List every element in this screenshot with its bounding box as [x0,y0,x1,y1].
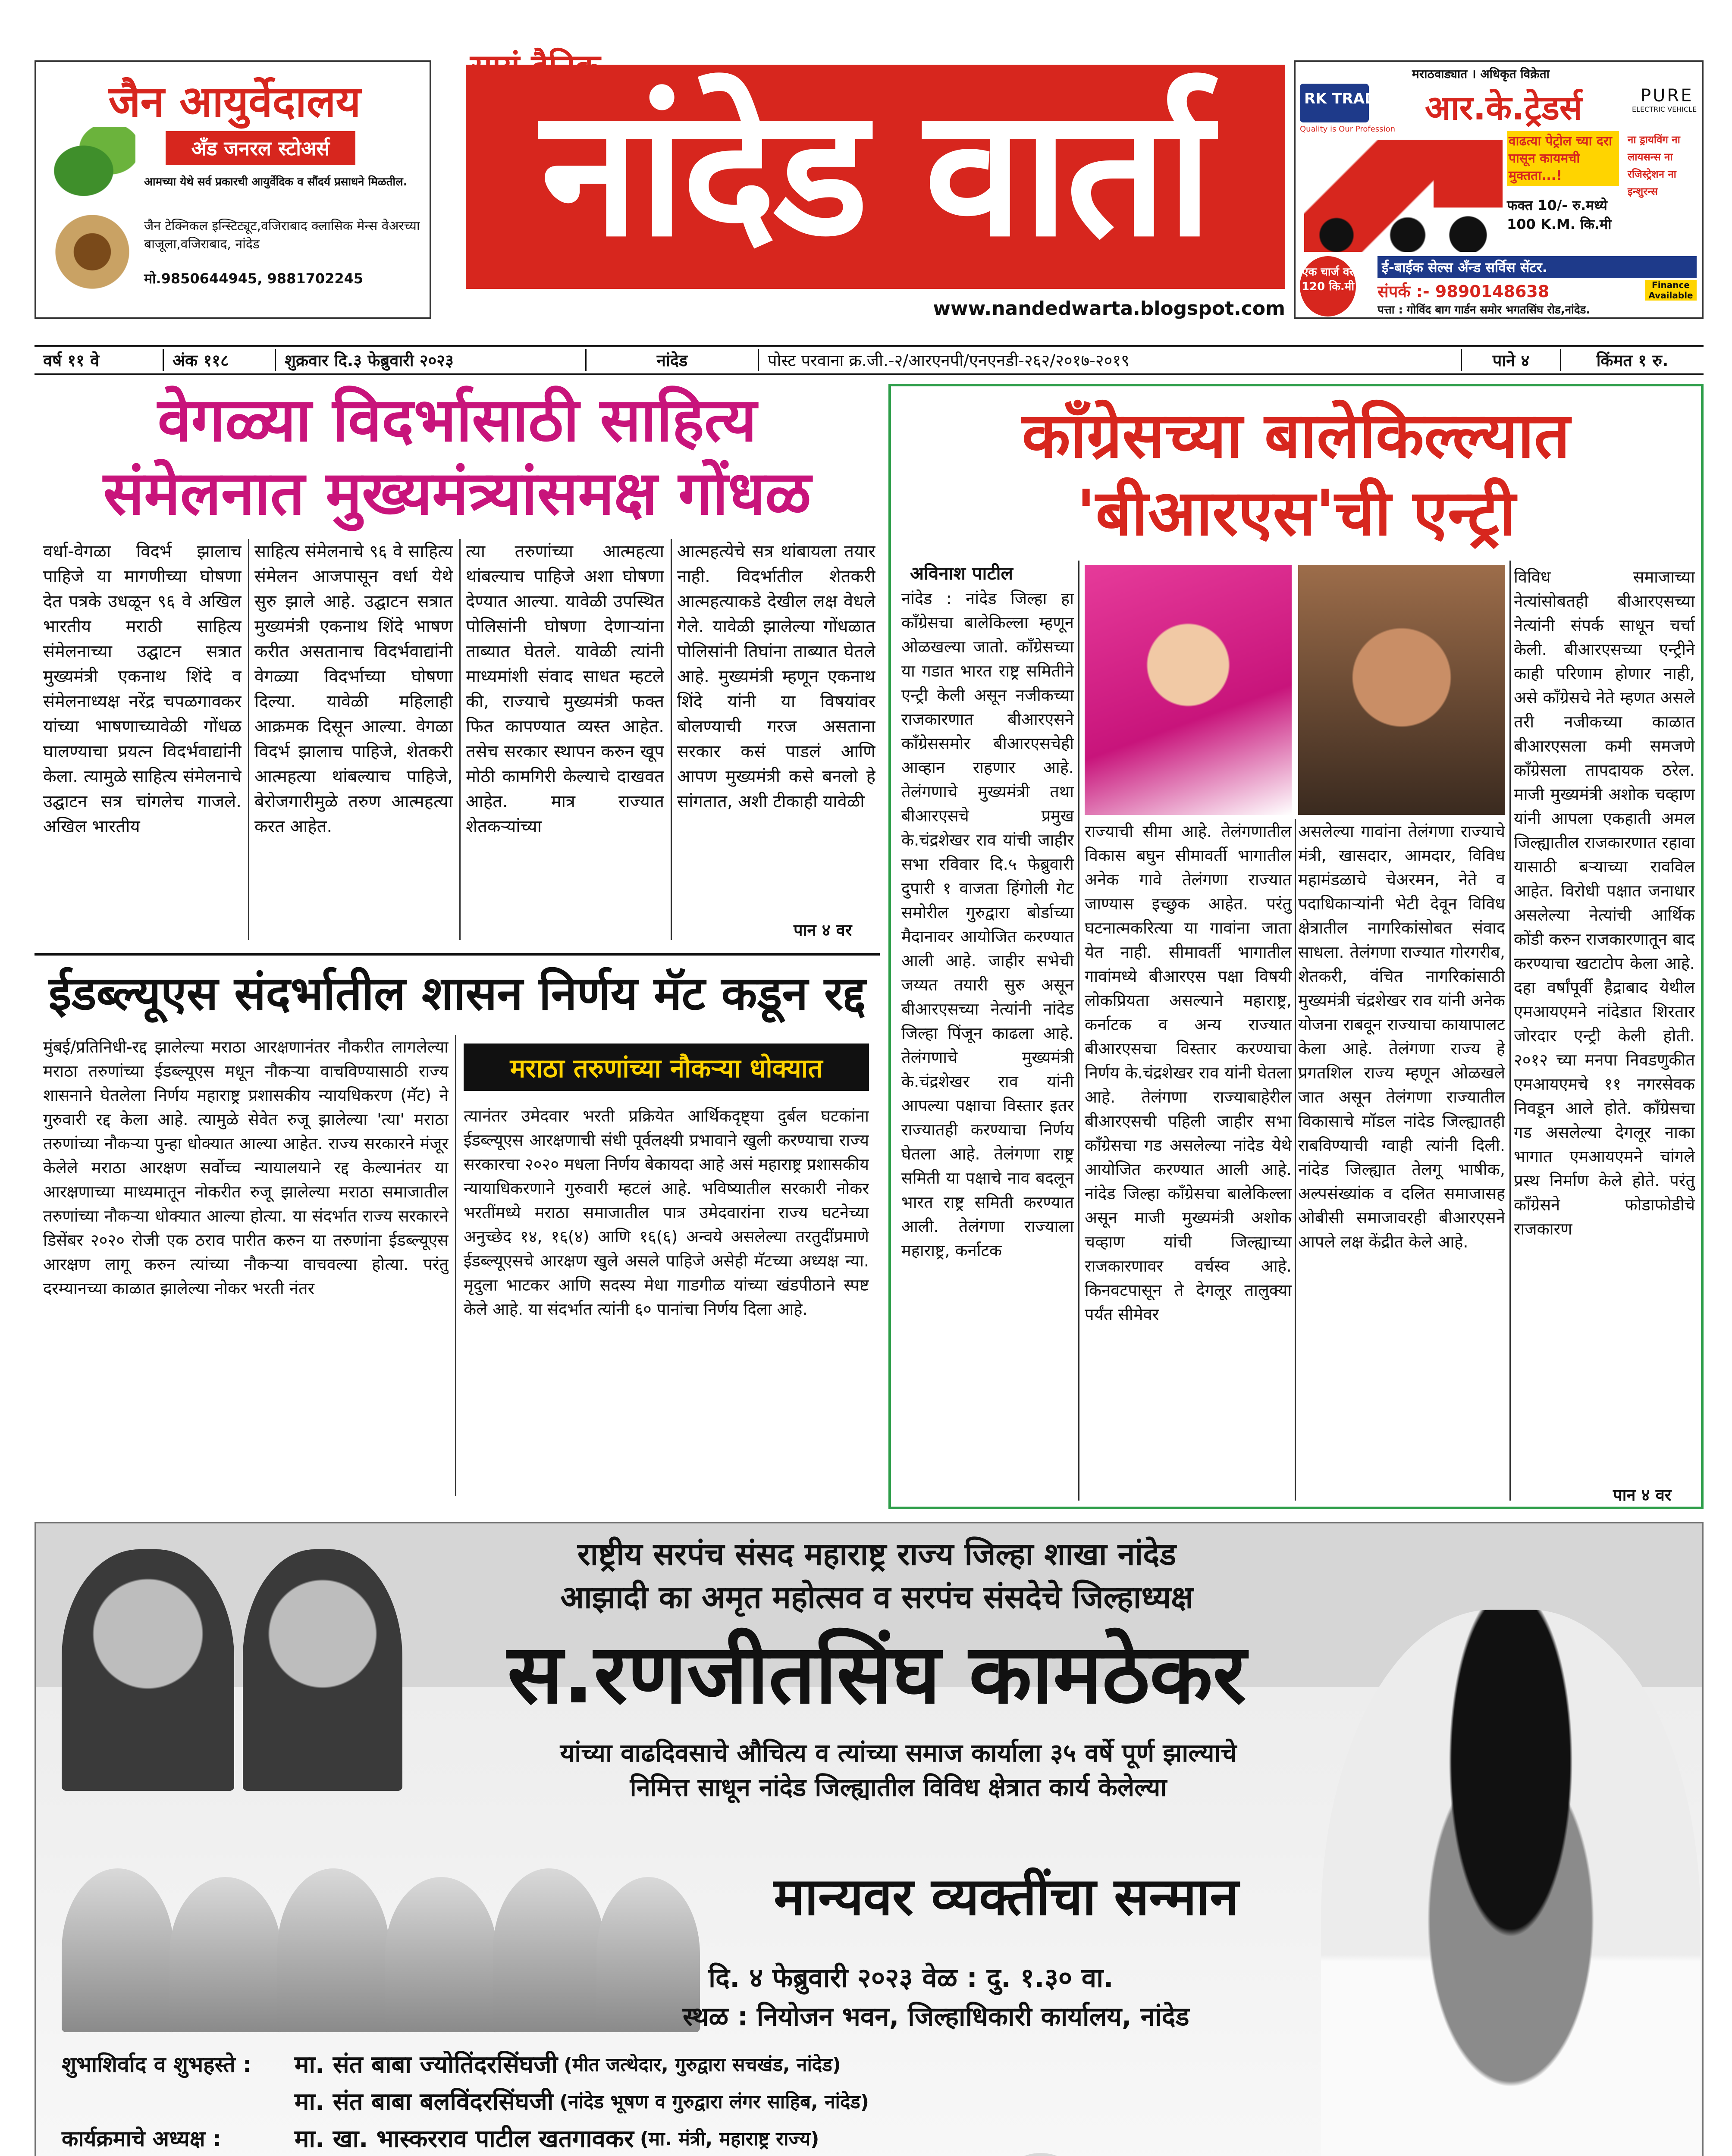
story1-col3: त्या तरुणांच्या आत्महत्या थांबल्याच पाहिजे अशा घोषणा देण्यात आल्या. यावेळी उपस्थित पोलिसांनी घोषणा देणाऱ्यांना ताब्यात घेतले. यावेळी त्यांनी माध्यमांशी संवाद साधत म्हटले की, राज्याचे मुख्यमंत्री फक्त फित कापण्यात व्यस्त आहेत. तसेच सरकार स्थापन करुन खूप मोठी कामगिरी केल्याचे दाखवत आहेत. मात्र राज्यात शेतकऱ्यांच्या [466,542,664,837]
banner-date: दि. ४ फेब्रुवारी २०२३ वेळ : दु. १.३० वा. [709,1962,1114,1993]
row-note: (नांदेड भूषण व गुरुद्वारा लंगर साहिब, नांदेड) [559,2091,869,2113]
issue-city: नांदेड [587,349,759,371]
left-ad [35,60,431,319]
story2-subhead: मराठा तरुणांच्या नौकऱ्या धोक्यात [464,1044,869,1091]
story1-col4: आत्महत्येचे सत्र थांबायला तयार नाही. विदर्भातील शेतकरी आत्महत्याकडे देखील लक्ष वेधले गेले. यावेळी झालेल्या गोंधळात पोलिसांनी तिघांना ताब्यात घेतले आहे. मुख्यमंत्री म्हणून एकनाथ शिंदे यांनी या विषयांवर बोलण्याची गरज असताना सरकार कसं पाडलं आणि आपण मुख्यमंत्री कसे बनलो हे सांगतात, अशी टीकाही यावेळी [677,542,875,812]
divider [1295,819,1296,1501]
banner-org1: राष्ट्रीय सरपंच संसद महाराष्ट्र राज्य जिल्हा शाखा नांदेड [577,1536,1176,1572]
postal-license: पोस्ट परवाना क्र.जी.-२/आरएनपी/एनएनडी-२६२/२०१७-२०१९ [759,349,1462,371]
row-label: शुभाशिर्वाद व शुभहस्ते : [62,2052,252,2077]
politician-photo [1298,565,1505,815]
right-ad-offer2: फक्त 10/- रु.मध्ये 100 K.M. कि.मी [1507,197,1612,232]
row-name: मा. संत बाबा बलविंदरसिंघजी [295,2088,554,2116]
left-ad-subtitle: अँड जनरल स्टोअर्स [166,131,355,165]
story3-byline: अविनाश पाटील [910,563,1013,584]
banner-rows [62,2045,1183,2156]
right-ad-pure: PURE [1641,86,1694,106]
guru-photo [62,1549,234,1791]
divider [248,539,249,940]
info-bar [35,345,1704,375]
masthead [466,39,1285,336]
politician-photo-pink [1085,565,1292,815]
row-note: (मीत जत्थेदार, गुरुद्वारा सचखंड, नांदेड) [564,2054,841,2076]
story2-col2: त्यानंतर उमेदवार भरती प्रक्रियेत आर्थिकदृष्ट्या दुर्बल घटकांना ईडब्ल्यूएस आरक्षणाची संधी पूर्वलक्ष्यी प्रभावाने खुली करण्याचा राज्य सरकारचा २०२० मधला निर्णय बेकायदा आहे असं महाराष्ट्र प्रशासकीय न्यायाधिकरणाने गुरुवारी म्हटलं आहे. भविष्यातील सरकारी नोकर भरतींमध्ये मराठा समाजातील पात्र उमेदवारांना राज्य घटनेच्या अनुच्छेद १४, १६(४) आणि १६(६) अन्वये असलेल्या तरतुदींप्रमाणे ईडब्ल्यूएसचे आरक्षण खुले असले पाहिजे असेही मॅटच्या अध्यक्ष न्या. मृदुला भाटकर आणि सदस्य मेधा गाडगीळ यांच्या खंडपीठाने स्पष्ट केले आहे. या संदर्भात त्यांनी ६० पानांचा निर्णय दिला आहे. [464,1106,869,1319]
right-ad-top: मराठवाड्यात । अधिकृत विक्रेता [1412,67,1550,81]
story3-col3: विविध समाजाच्या नेत्यांसोबतही बीआरएसच्या नेत्यांनी संपर्क साधून चर्चा केली. बीआरएसच्या एन्ट्रीने काही परिणाम होणार नाही, असे काँग्रेसचे नेते म्हणत असले तरी नजीकच्या काळात बीआरएसला कमी समजणे काँग्रेसला तापदायक ठरेल. माजी मुख्यमंत्री अशोक चव्हाण यांनी आपला एकहाती अमल जिल्ह्यातील राजकारणात रहावा यासाठी बऱ्याच्या रावविल आहेत. विरोधी पक्षात जनाधार असलेल्या नेत्यांची आर्थिक कोंडी करुन राजकारणातून बाद करण्याचा खटाटोप केला आहे. दहा वर्षांपूर्वी हैद्राबाद येथील एमआयएमने नांदेडात शिरतार जोरदार एन्ट्री केली होती. २०१२ च्या मनपा निवडणुकीत एमआयएमचे ११ नगरसेवक निवडून आले होते. काँग्रेसचा गड असलेल्या देगलूर नाका भागात एमआयएमने चांगले प्रस्थ निर्माण केले होते. परंतु काँग्रेसने फोडाफोडीचे राजकारण [1514,567,1695,1238]
right-ad-pure-tag: ELECTRIC VEHICLE [1632,105,1697,113]
guest-photo-2 [169,1877,282,2032]
story2-col1: मुंबई/प्रतिनिधी-रद्द झालेल्या मराठा आरक्षणानंतर नौकरीत लागलेल्या मराठा तरुणांच्या ईडब्ल्यूएस मधून नौकऱ्या वाचविण्यासाठी राज्य शासनाने घेतलेला निर्णय महाराष्ट्र प्रशासकीय न्यायधिकरण (मॅट) ने गुरुवारी रद्द केला आहे. त्यामुळे सेवेत रुजू झालेल्या 'त्या' मराठा तरुणांच्या नौकऱ्या पुन्हा धोक्यात आल्या आहेत. राज्य सरकारने मंजूर केलेले मराठा आरक्षण सर्वोच्च न्यायालयाने रद्द केल्यानंतर या आरक्षणाच्या माध्यमातून नोकरीत रुजू झालेल्या मराठा समाजातील तरुणांच्या नौकऱ्या धोक्यात आल्या होत्या. या संदर्भात राज्य सरकारने डिसेंबर २०२० रोजी एक ठराव पारीत करुन या तरुणांना ईडब्ल्यूएस आरक्षण लागू करुन त्यांच्या नौकऱ्या वाचवल्या होत्या. परंतु दरम्यानच्या काळात झालेल्या नोकर भरती नंतर [43,1037,449,1298]
banner-name: स.रणजीतसिंघ कामठेकर [507,1626,1246,1722]
row-label: कार्यक्रमाचे अध्यक्ष : [62,2126,222,2151]
row-name: मा. संत बाबा ज्योतिंदरसिंघजी [295,2051,558,2079]
story2-headline: ईडब्ल्यूएस संदर्भातील शासन निर्णय मॅट कडून रद्द [48,967,866,1021]
guest-photo-5 [493,1868,605,2032]
divider [671,539,672,940]
right-ad-address: पत्ता : गोविंद बाग गार्डन समोर भगतसिंघ रोड,नांदेड. [1377,304,1591,317]
scooter-icon [1304,140,1434,252]
leaf-icon [49,127,135,200]
row [62,2119,1183,2156]
left-ad-title: जैन आयुर्वेदालय [108,76,361,127]
banner-desc2: निमित्त साधून नांदेड जिल्ह्यातील विविध क्षेत्रात कार्य केलेल्या [630,1773,1167,1802]
right-ad-name: आर.के.ट्रेडर्स [1425,89,1582,128]
story1-headline-line1: वेगळ्या विदर्भासाठी साहित्य [157,385,757,455]
scooter-icon-2 [1434,140,1503,252]
honoree-portrait [1321,1610,1701,2156]
left-ad-line1: आमच्या येथे सर्व प्रकारची आयुर्वेदिक व सौंदर्य प्रसाधने मिळतील. [144,175,408,188]
banner-org2: आझादी का अमृत महोत्सव व सरपंच संसदेचे जिल्हाध्यक्ष [560,1579,1193,1615]
man-photo [243,1549,402,1791]
right-ad-service: ई-बाईक सेल्स अँन्ड सर्विस सेंटर. [1377,256,1697,278]
divider [455,1035,456,1496]
story1-col1: वर्धा-वेगळा विदर्भ झालाच पाहिजे या मागणीच्या घोषणा देत पत्रके उधळून ९६ वे अखिल भारतीय मराठी साहित्य संमेलनाच्या उद्घाटन सत्रात मुख्यमंत्री एकनाथ शिंदे व संमेलनाध्यक्ष नरेंद्र चपळगावकर यांच्या भाषणाच्यावेळी गोंधळ घालण्याचा प्रयत्न विदर्भवाद्यांनी केला. त्यामुळे साहित्य संमेलनाचे उद्घाटन सत्र चांगलेच गाजले. अखिल भारतीय [43,542,242,837]
left-ad-phone: मो.9850644945, 9881702245 [144,270,364,287]
issue-date: शुक्रवार दि.३ फेब्रुवारी २०२३ [276,349,587,371]
page-count: पाने ४ [1462,349,1561,371]
right-ad-cost: एक चार्ज वर 120 कि.मी [1300,256,1356,317]
hr [35,953,880,956]
left-ad-line2: जैन टेक्निकल इन्स्टिट्यूट,वजिराबाद क्लासिक मेन्स वेअरच्या बाजूला,वजिराबाद, नांदेड [144,219,420,252]
story3-headline [897,397,1695,552]
banner-honor: मान्यवर व्यक्तींचा सन्मान [774,1866,1239,1927]
masthead-title: नांदेड वार्ता [466,65,1285,289]
issue-number: अंक ११८ [164,349,276,371]
right-ad-brand-tag: Quality is Our Profession [1300,125,1395,134]
issue-year: वर्ष ११ वे [35,349,164,371]
right-ad-side: ना ड्रायविंग ना लायसन्स ना रजिस्ट्रेशन ना इन्शुरन्स [1628,134,1680,197]
right-ad-offer1: वाढत्या पेट्रोल च्या दरा पासून कायमची मुक्तता...! [1507,131,1619,186]
guest-photo-4 [385,1877,497,2032]
row-note: (मा. मंत्री, महाराष्ट्र राज्य) [640,2128,819,2150]
row-name: मा. खा. भास्करराव पाटील खतगावकर [295,2125,634,2153]
story3-col1a: नांदेड : नांदेड जिल्हा हा काँग्रेसचा बालेकिल्ला म्हणून ओळखल्या जातो. काँग्रेसच्या या गडात भारत राष्ट्र समितीने एन्ट्री केली असून नजीकच्या राजकारणात बीआरएसने काँग्रेससमोर बीआरएसचेही आव्हान राहणार आहे. तेलंगणाचे मुख्यमंत्री तथा बीआरएसचे प्रमुख के.चंद्रशेखर राव यांची जाहीर सभा रविवार दि.५ फेब्रुवारी दुपारी १ वाजता हिंगोली गेट समोरील गुरुद्वारा बोर्डाच्या मैदानावर आयोजित करण्यात आली आहे. जाहीर सभेची जय्यत तयारी सुरु असून बीआरएसच्या नेत्यांनी नांदेड जिल्हा पिंजून काढला आहे. तेलंगणाचे मुख्यमंत्री के.चंद्रशेखर राव यांनी आपल्या पक्षाचा विस्तार इतर राज्यातही करण्याचा निर्णय घेतला आहे. तेलंगणा राष्ट्र समिती या पक्षाचे नाव बदलून भारत राष्ट्र समिती करण्यात आली. तेलंगणा राज्याला महाराष्ट्र, कर्नाटक [901,589,1074,1260]
guest-photo-1 [62,1868,174,2032]
divider [459,539,461,940]
story1-headline-line2: संमेलनात मुख्यमंत्र्यांसमक्ष गोंधळ [103,458,811,529]
right-ad-finance: Finance Available [1645,280,1697,301]
story3-col1b: राज्याची सीमा आहे. तेलंगणातील विकास बघुन सीमावर्ती भागातील अनेक गावे तेलंगणा राज्यात जाण्यास इच्छुक आहेत. परंतु घटनात्मकरित्या या गावांना जाता येत नाही. सीमावर्ती भागातील गावांमध्ये बीआरएस पक्षा विषयी लोकप्रियता असल्याने महाराष्ट्र, कर्नाटक व अन्य राज्यात बीआरएसचा विस्तार करण्याचा निर्णय के.चंद्रशेखर राव यांनी घेतला आहे. तेलंगणा राज्याबाहेरील बीआरएसची पहिली जाहीर सभा काँग्रेसचा गड असलेल्या नांदेड येथे आयोजित करण्यात आली आहे. नांदेड जिल्हा काँग्रेसचा बालेकिल्ला असून माजी मुख्यमंत्री अशोक चव्हाण यांची जिल्ह्याच्या राजकारणावर वर्चस्व आहे. किनवटपासून ते देगलूर तालुक्या पर्यंत सीमेवर [1085,822,1292,1324]
divider [1509,561,1511,1501]
divider [1078,561,1079,1501]
banner-venue: स्थळ : नियोजन भवन, जिल्हाधिकारी कार्यालय, नांदेड [683,2002,1189,2032]
masthead-website: www.nandedwarta.blogspot.com [933,298,1285,320]
story3-col2: असलेल्या गावांना तेलंगणा राज्याचे मंत्री, खासदार, आमदार, विविध महामंडळाचे चेअरमन, नेते व पदाधिकाऱ्यांनी भेटी देवून विविध क्षेत्रातील नागरिकांसोबत संवाद साधला. तेलंगणा राज्यात गोरगरीब, शेतकरी, वंचित नागरिकांसाठी मुख्यमंत्री चंद्रशेखर राव यांनी अनेक योजना राबवून राज्याचा कायापालट केला आहे. तेलंगणा राज्य हे प्रगतशिल राज्य म्हणून ओळखले जात असून तेलंगणा राज्यातील विकासाचे मॉडल नांदेड जिल्ह्यातही राबविण्याची ग्वाही त्यांनी दिली. नांदेड जिल्ह्यात तेलगू भाषीक, अल्पसंख्यांक व दलित समाजासह ओबीसी समाजावरही बीआरएसने आपले लक्ष केंद्रीत केले आहे. [1298,822,1505,1251]
banner-desc1: यांच्या वाढदिवसाचे औचित्य व त्यांच्या समाज कार्याला ३५ वर्षे पूर्ण झाल्याचे [560,1738,1237,1767]
row [62,2082,1183,2119]
row [62,2045,1183,2082]
story3-headline-line2: 'बीआरएस'ची एन्ट्री [1076,476,1516,550]
herbs-icon [49,209,135,295]
story1-headline [35,384,880,530]
story3-continued[interactable]: पान ४ वर [1613,1485,1672,1504]
story3-headline-line1: काँग्रेसच्या बालेकिल्ल्यात [1022,399,1570,472]
story1-col2: साहित्य संमेलनाचे ९६ वे साहित्य संमेलन आजपासून वर्धा येथे सुरु झाले आहे. उद्घाटन सत्रात मुख्यमंत्री एकनाथ शिंदे भाषण करीत असतानाच विदर्भवाद्यांनी वेगळ्या विदर्भाच्या घोषणा दिल्या. यावेळी महिलाही आक्रमक दिसून आल्या. वेगळा विदर्भ झालाच पाहिजे, शेतकरी आत्महत्या थांबल्याच पाहिजे, बेरोजगारीमुळे तरुण आत्महत्या करत आहेत. [254,542,453,837]
story1-continued[interactable]: पान ४ वर [794,921,852,940]
guest-photo-3 [277,1868,389,2032]
right-ad-contact: संपर्क :- 9890148638 [1377,282,1550,301]
right-ad-brand: RK TRADERS [1304,90,1409,107]
banner [35,1522,1704,2156]
right-ad [1294,60,1704,319]
price: किंमत १ रु. [1596,351,1669,370]
